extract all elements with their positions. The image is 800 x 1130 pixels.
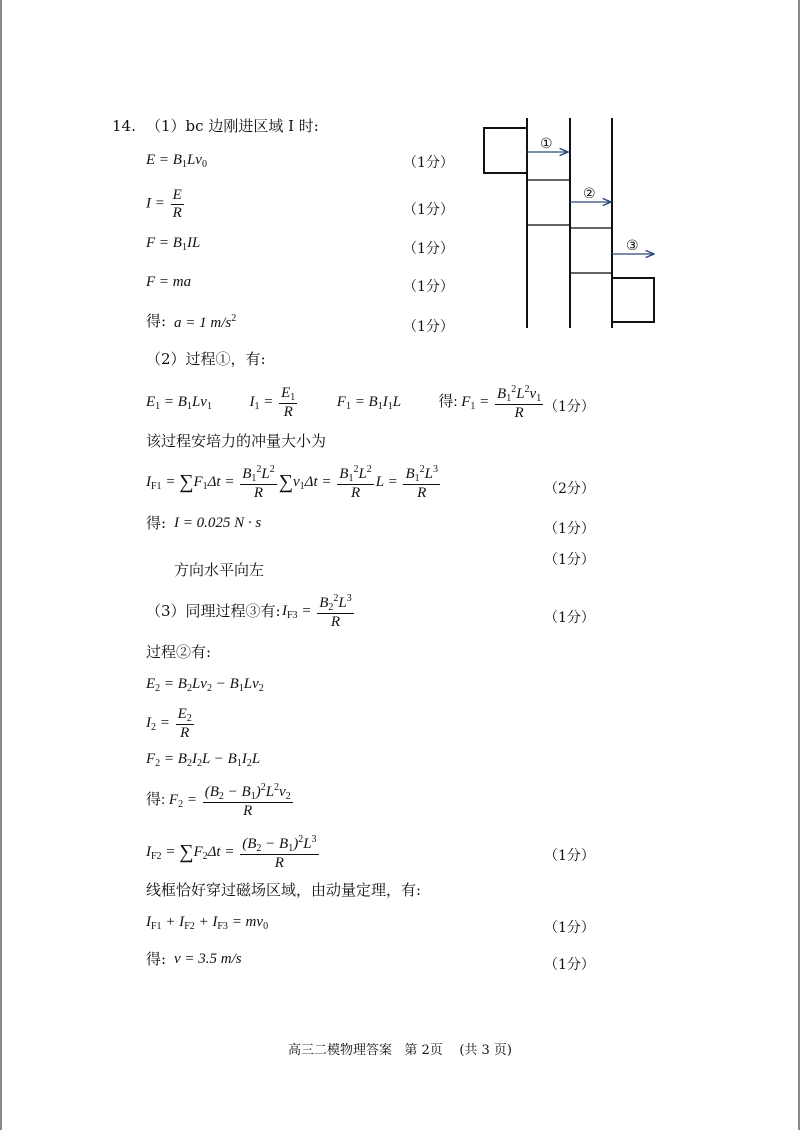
process2-title: 过程②有: [146,643,212,661]
eq-force-2: $F_2 = B_2I_2L - B_1I_2L$ [146,751,261,769]
result-impulse1: I = 0.025 N · s [174,515,262,531]
result-v0: v = 3.5 m/s [174,951,242,967]
question-number: 14. [112,117,136,135]
result-a-prefix: 得: [146,312,167,330]
points-5: （1分） [403,319,454,335]
eq-impulse2: $I_{F2} = \sum F_2\Delta t$ = $\frac{(B_2 - B_1)^2L^3}{R}$ [146,834,317,871]
points-2: （1分） [403,202,454,218]
eq-emf-2: $E_2 = B_2Lv_2 - B_1Lv_2$ [146,676,264,694]
eq-process1-row: $E_1 = B_1Lv_1$ $I_1$ = $\frac{E_1}{R}$ $F_1 = B_1I_1L$ 得: $F_1$ = $\frac{B_1^2L^2v_1}{R}$ [146,384,542,421]
process-label-3: ③ [626,238,639,254]
eq-emf-1: $E = B_1Lv_0$ [146,152,207,170]
eq-impulse1: $I_{F1} = \sum F_1\Delta t$ = $\frac{B_1^2L^2}{R}$ $\sum v_1\Delta t$ = $\frac{B_1^2L^2}{R}$ L = $\frac{B_1^2L^3}{R}$ [146,464,438,501]
impulse-direction: 方向水平向左 [174,561,265,579]
points-4: （1分） [403,279,454,295]
part2-title: （2）过程①，有: [146,350,266,368]
left-page-edge [0,0,2,1130]
part3-title: （3）同理过程③有: [146,602,281,620]
wire-frame-region1 [527,180,570,225]
result-v0-prefix: 得: [146,950,167,968]
points-13: （1分） [544,957,595,973]
process-label-2: ② [583,186,596,202]
result-impulse1-prefix: 得: [146,514,167,532]
momentum-title: 线框恰好穿过磁场区域，由动量定理，有: [146,881,422,899]
result-a: a = 1 $m/s^2$ [174,313,237,331]
eq-newton: F = ma [146,274,192,290]
eq-impulse3: $I_{F3}$ = $\frac{B_2^2L^3}{R}$ [282,593,352,630]
points-9: （1分） [544,552,595,568]
impulse-title: 该过程安培力的冲量大小为 [146,432,327,450]
points-8: （1分） [544,521,595,537]
eq-force2-result: 得: $F_2$ = $\frac{(B_2 - B_1)^2L^2v_2}{R}$ [146,782,291,819]
points-6: （1分） [544,399,595,415]
magnetic-field-diagram [470,110,670,335]
wire-frame-region2 [570,228,612,273]
eq-current-2: $I_2$ = $\frac{E_2}{R}$ [146,706,192,741]
points-10: （1分） [544,610,595,626]
page-footer: 高三二模物理答案 第 2页 (共 3 页) [287,1043,512,1058]
points-3: （1分） [403,241,454,257]
points-7: （2分） [544,481,595,497]
process-label-1: ① [540,136,553,152]
part1-title: （1）bc 边刚进区域 I 时: [146,117,319,135]
points-12: （1分） [544,920,595,936]
eq-momentum: $I_{F1} + I_{F2} + I_{F3} = mv_0$ [146,914,269,932]
eq-current-1: I = $\frac{E}{R}$ [146,187,182,221]
eq-force-1: $F = B_1IL$ [146,235,201,253]
points-11: （1分） [544,848,595,864]
wire-frame-final [612,278,654,322]
points-1: （1分） [403,155,454,171]
wire-frame-initial [484,128,527,173]
